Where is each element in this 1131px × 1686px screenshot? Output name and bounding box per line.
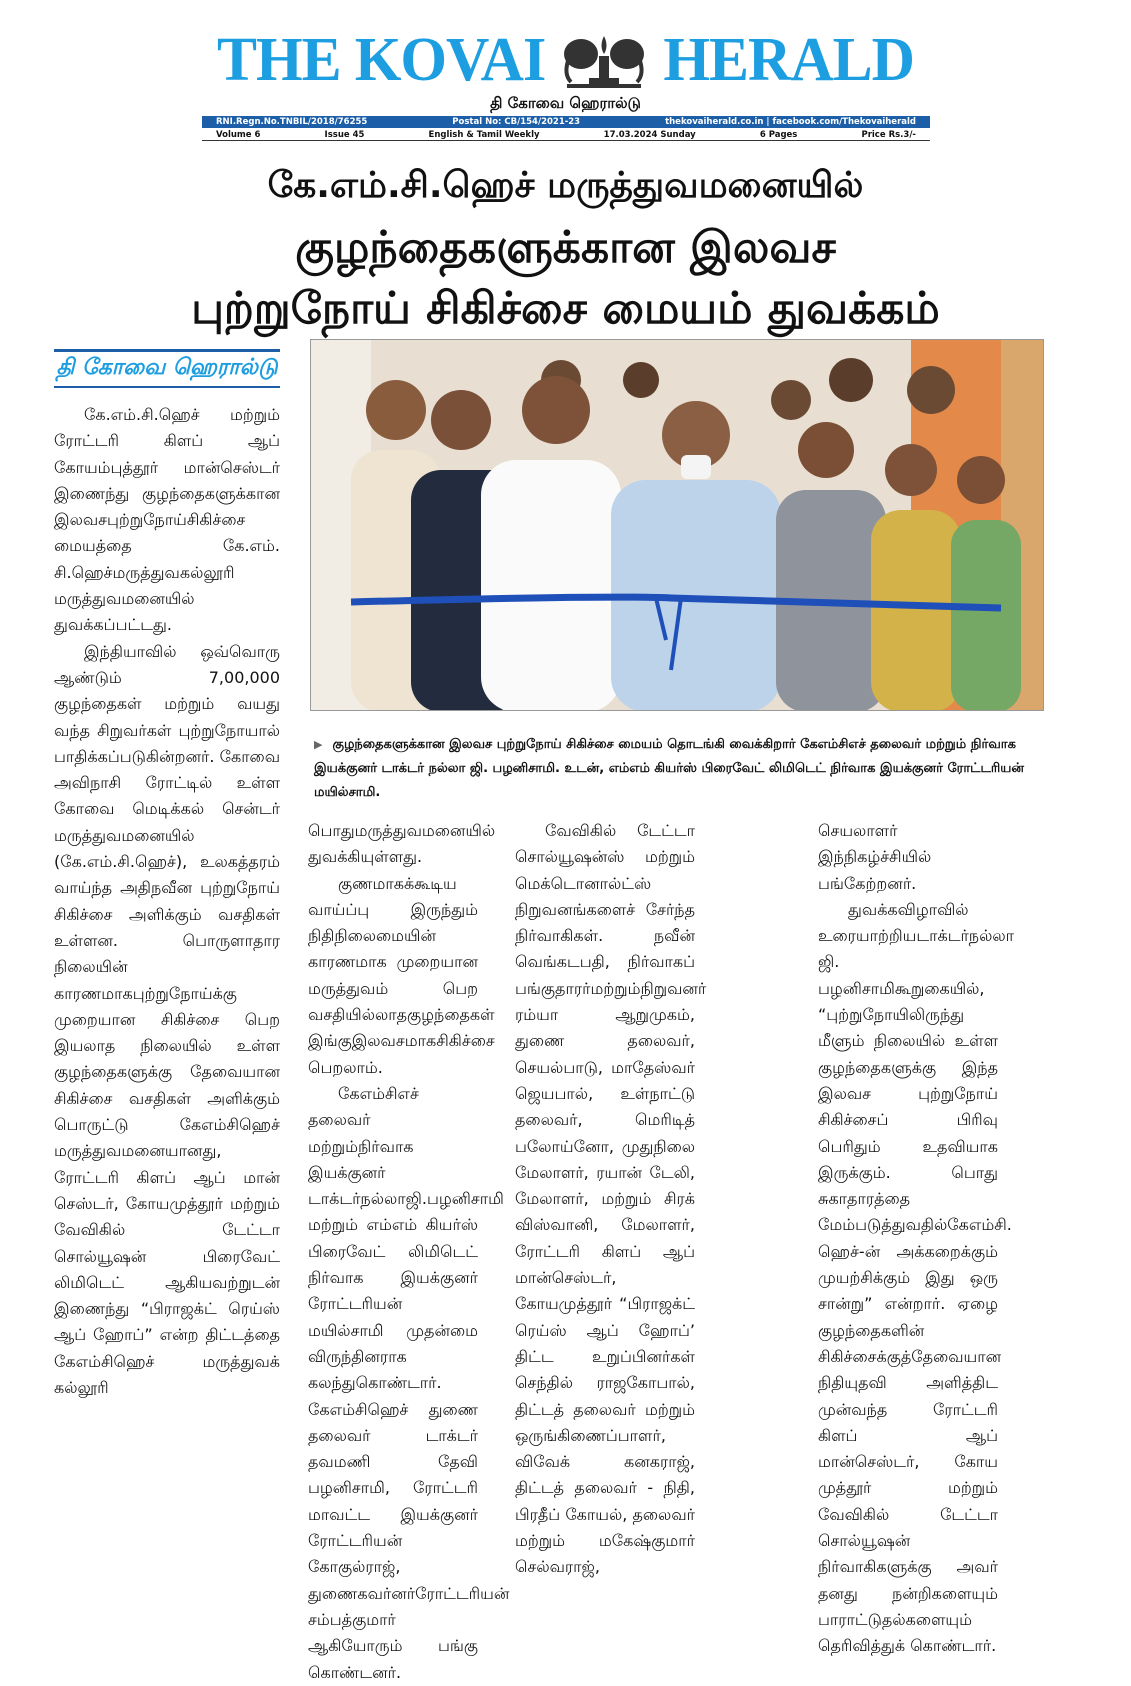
ribbon-cutting-photo: [310, 339, 1044, 711]
article-column-3: [515, 818, 707, 1581]
photo-caption: [314, 733, 1044, 805]
headline-line-3: புற்றுநோய் சிகிச்சை மையம் துவக்கம்: [191, 283, 940, 334]
paragraph: வேவிகில் டேட்டா சொல்யூஷன்ஸ் மற்றும் மெக்டொனால்ட்ஸ் நிறுவனங்களைச் சேர்ந்த நிர்வாகிகள். நவீன் வெங்கடபதி, நிர்வாகப் பங்குதாரர்மற்றும்நிறுவனர் ரம்யா ஆறுமுகம், துணை தலைவர், செயல்பாடு, மாதேஸ்வர் ஜெயபால், உள்நாட்டு தலைவர், மெரிடித் பலோய்னோ, முதுநிலை மேலாளர், ரயான் டேலி, மேலாளர், மற்றும் சிரக் விஸ்வானி, மேலாளர், ரோட்டரி கிளப் ஆப் மான்செஸ்டர், கோயமுத்தூர் “பிராஜக்ட் ரெய்ஸ் ஆப் ஹோப்’ திட்ட உறுப்பினர்கள் செந்தில் ராஜகோபால், திட்டத் தலைவர் மற்றும் ஒருங்கிணைப்பாளர், விவேக் கனகராஜ், திட்டத் தலைவர் - நிதி, பிரதீப் கோயல், தலைவர் மற்றும் மகேஷ்குமார் செல்வராஜ்,: [515, 821, 707, 1577]
issue-date: 17.03.2024 Sunday: [603, 129, 696, 140]
page-count: 6 Pages: [759, 129, 798, 140]
paragraph: துவக்கவிழாவில் உரையாற்றியடாக்டர்நல்லா ஜி. பழனிசாமிகூறுகையில், “புற்றுநோயிலிருந்து மீளும் நிலையில் உள்ள குழந்தைகளுக்கு இந்த இலவச புற்றுநோய் சிகிச்சைப் பிரிவு பெரிதும் உதவியாக இருக்கும். பொது சுகாதாரத்தை மேம்படுத்துவதில்கேஎம்சி. ஹெச்-ன் அக்கறைக்கும் முயற்சிக்கும் இது ஒரு சான்று” என்றார். ஏழை குழந்தைகளின் சிகிச்சைக்குத்தேவையான நிதியுதவி அளித்திட முன்வந்த ரோட்டரி கிளப் ஆப் மான்செஸ்டர், கோய முத்தூர் மற்றும் வேவிகில் டேட்டா சொல்யூஷன் நிர்வாகிகளுக்கு அவர் தனது நன்றிகளையும் பாராட்டுதல்களையும் தெரிவித்துக் கொண்டார்.: [818, 899, 1014, 1656]
paragraph: செயலாளர் இந்நிகழ்ச்சியில் பங்கேற்றனர்.: [818, 821, 932, 893]
paragraph: கே.எம்.சி.ஹெச் மற்றும் ரோட்டரி கிளப் ஆப் கோயம்புத்தூர் மான்செஸ்டர் இணைந்து குழந்தைகளுக்கான இலவசபுற்றுநோய்சிகிச்சை மையத்தை கே.எம். சி.ஹெச்மருத்துவகல்லூரி மருத்துவமனையில் துவக்கப்பட்டது.: [54, 405, 280, 635]
headline-line-2: குழந்தைகளுக்கான இலவச: [295, 222, 836, 273]
edition: English & Tamil Weekly: [428, 129, 540, 140]
masthead-tamil-title: தி கோவை ஹெரால்டு: [490, 94, 641, 112]
article-column-4: [818, 818, 1014, 1660]
masthead: [0, 24, 1131, 114]
article-column-2: [308, 818, 510, 1686]
photo-illustration: [311, 340, 1044, 711]
paragraph: குணமாகக்கூடிய வாய்ப்பு இருந்தும் நிதிநிலைமையின் காரணமாக முறையான மருத்துவம் பெற வசதியில்லாதகுழந்தைகள் இங்குஇலவசமாகசிகிச்சை பெறலாம்.: [308, 873, 495, 1077]
masthead-title-right: HERALD: [663, 24, 915, 94]
website-link[interactable]: thekovaiherald.co.in | facebook.com/Thekovaiherald: [665, 117, 916, 127]
volume: Volume 6: [216, 129, 261, 140]
rni-number: RNI.Regn.No.TNBIL/2018/76255: [216, 117, 368, 127]
headline-line-1: கே.எம்.சி.ஹெச் மருத்துவமனையில்: [267, 165, 864, 206]
price: Price Rs.3/-: [861, 129, 916, 140]
paragraph: பொதுமருத்துவமனையில் துவக்கியுள்ளது.: [308, 821, 496, 867]
caption-text: குழந்தைகளுக்கான இலவச புற்றுநோய் சிகிச்சை மையம் தொடங்கி வைக்கிறார் கேஎம்சிஎச் தலைவர் மற்றும் நிர்வாக இயக்குனர் டாக்டர் நல்லா ஜி. பழனிசாமி. உடன், எம்எம் கியர்ஸ் பிரைவேட் லிமிடெட் நிர்வாக இயக்குனர் ரோட்டரியன் மயில்சாமி.: [314, 737, 1024, 800]
elephant-lamp-emblem-icon: [559, 28, 649, 90]
issue-bar: [202, 129, 930, 141]
article-column-1: [54, 402, 280, 1401]
info-bar: [202, 116, 930, 128]
paragraph: கேஎம்சிஎச் தலைவர் மற்றும்நிர்வாக இயக்குனர் டாக்டர்நல்லாஜி.பழனிசாமி மற்றும் எம்எம் கியர்ஸ் பிரைவேட் லிமிடெட் நிர்வாக இயக்குனர் ரோட்டரியன் மயில்சாமி முதன்மை விருந்தினராக கலந்துகொண்டார். கேஎம்சிஹெச் துணை தலைவர் டாக்டர் தவமணி தேவி பழனிசாமி, ரோட்டரி மாவட்ட இயக்குனர் ரோட்டரியன் கோகுல்ராஜ், துணைகவர்னர்ரோட்டரியன் சம்பத்குமார் ஆகியோரும் பங்கு கொண்டனர்.: [308, 1083, 510, 1682]
issue: Issue 45: [324, 129, 365, 140]
byline: [54, 349, 280, 388]
byline-text: தி கோவை ஹெரால்டு: [56, 355, 278, 380]
masthead-title-left: THE KOVAI: [216, 24, 546, 94]
triangle-right-icon: ▶: [314, 738, 323, 751]
paragraph: இந்தியாவில் ஒவ்வொரு ஆண்டும் 7,00,000 குழந்தைகள் மற்றும் வயது வந்த சிறுவர்கள் புற்றுநோயால் பாதிக்கப்படுகின்றனர். கோவை அவிநாசி ரோட்டில் உள்ள கோவை மெடிக்கல் சென்டர் மருத்துவமனையில் (கே.எம்.சி.ஹெச்), உலகத்தரம் வாய்ந்த அதிநவீன புற்றுநோய் சிகிச்சை அளிக்கும் வசதிகள் உள்ளன. பொருளாதார நிலையின் காரணமாகபுற்றுநோய்க்கு முறையான சிகிச்சை பெற இயலாத நிலையில் உள்ள குழந்தைகளுக்கு தேவையான சிகிச்சை வசதிகள் அளிக்கும் பொருட்டு கேஎம்சிஹெச் மருத்துவமனையானது, ரோட்டரி கிளப் ஆப் மான் செஸ்டர், கோயமுத்தூர் மற்றும் வேவிகில் டேட்டா சொல்யூஷன் பிரைவேட் லிமிடெட் ஆகியவற்றுடன் இணைந்து “பிராஜக்ட் ரெய்ஸ் ஆப் ஹோப்” என்ற திட்டத்தை கேஎம்சிஹெச் மருத்துவக் கல்லூரி: [54, 641, 280, 1397]
postal-number: Postal No: CB/154/2021-23: [452, 117, 581, 127]
